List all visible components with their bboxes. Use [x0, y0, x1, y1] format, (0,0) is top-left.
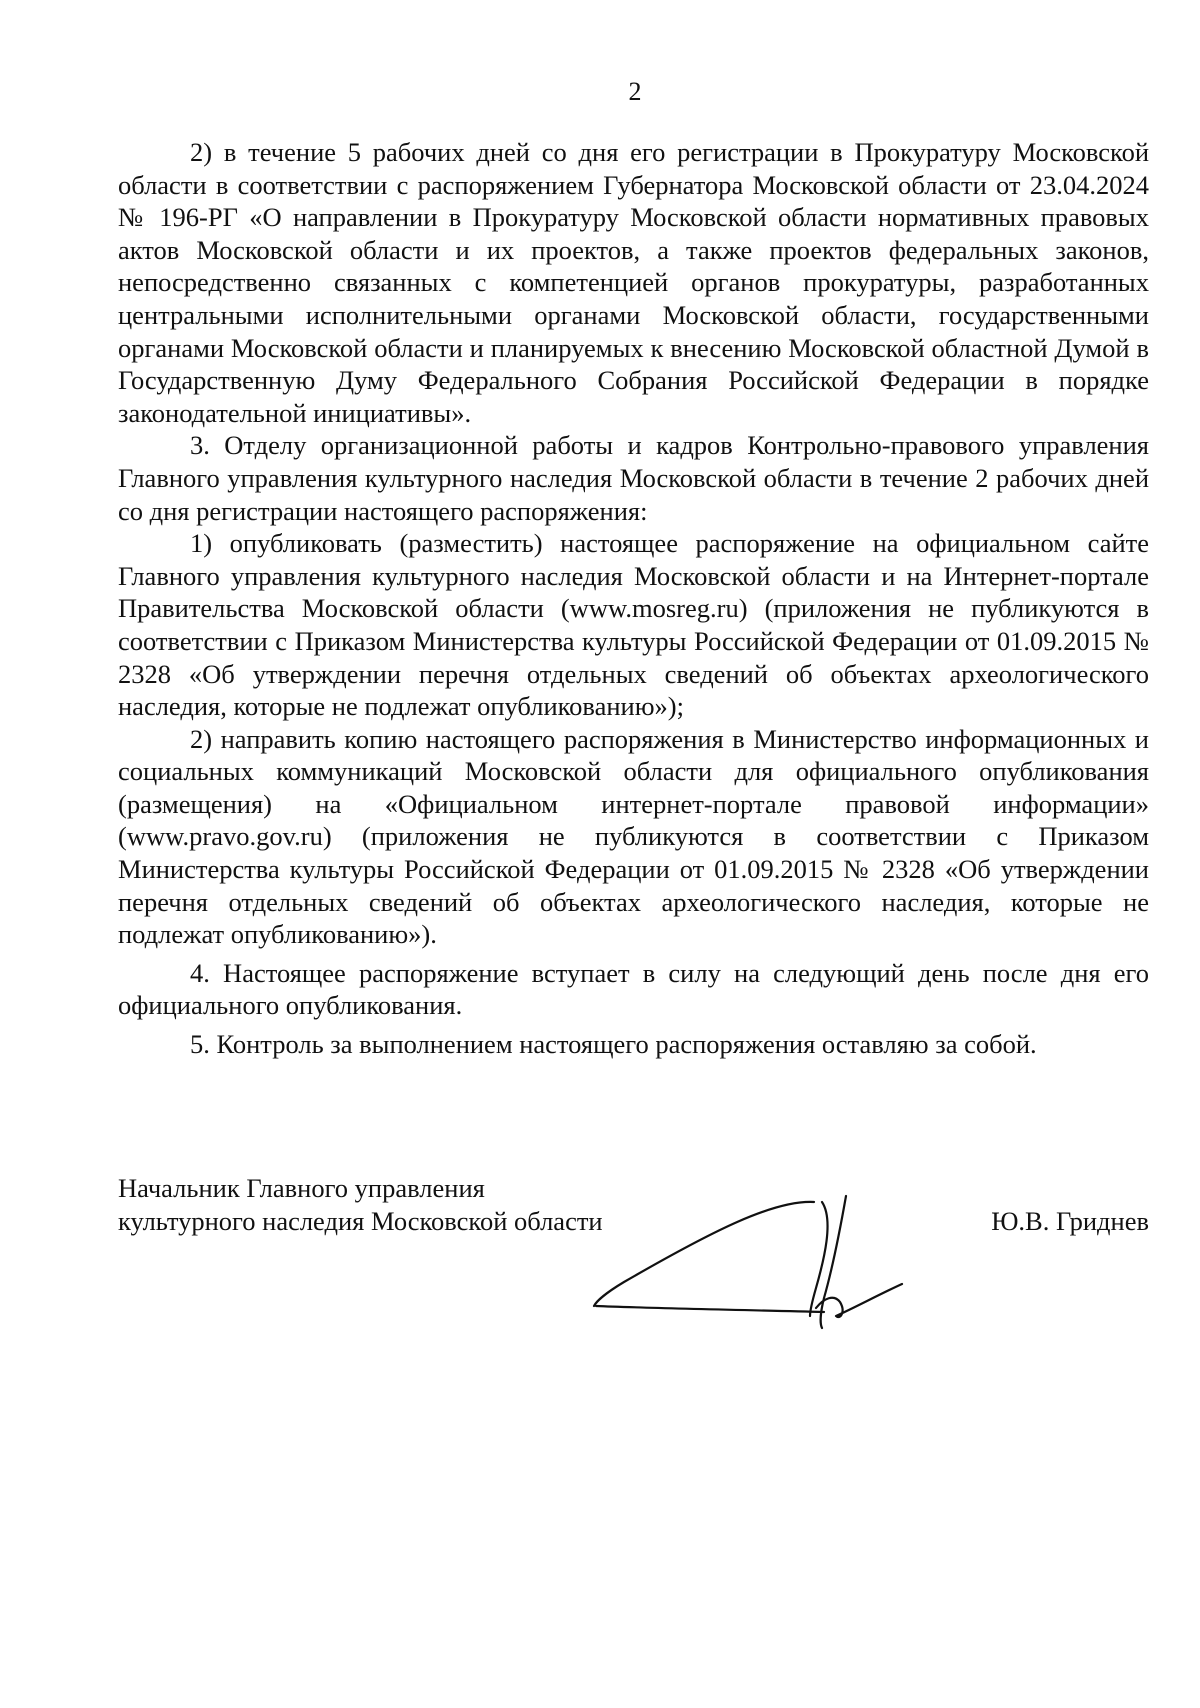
page-number: 2: [628, 77, 642, 106]
signature-block: [118, 1172, 1149, 1312]
signatory-title-line-1: Начальник Главного управления: [118, 1173, 485, 1203]
document-body: [118, 136, 1149, 1061]
paragraph-subpoint-1-publish: 1) опубликовать (разместить) настоящее распоряжение на официальном сайте Главного управления культурного наследия Московской области и на Интернет-портале Правительства Московской области (www.mosreg.ru) (приложения не публикуются в соответствии с Приказом Министерства культуры Российской Федерации от 01.09.2015 № 2328 «Об утверждении перечня отдельных сведений об объектах археологического наследия, которые не подлежат опубликованию»);: [118, 528, 1149, 722]
paragraph-subpoint-2-send: 2) направить копию настоящего распоряжения в Министерство информационных и социальных коммуникаций Московской области для официального опубликования (размещения) на «Официальном интернет-портале правовой информации» (www.pravo.gov.ru) (приложения не публикуются в соответствии с Приказом Министерства культуры Российской Федерации от 01.09.2015 № 2328 «Об утверждении перечня отдельных сведений об объектах археологического наследия, которые не подлежат опубликованию»).: [118, 723, 1149, 950]
handwritten-signature-icon: [584, 1190, 904, 1330]
signatory-title: [118, 1172, 603, 1237]
paragraph-point-3: 3. Отделу организационной работы и кадров Контрольно-правового управления Главного управления культурного наследия Московской области в течение 2 рабочих дней со дня регистрации настоящего распоряжения:: [118, 430, 1149, 526]
paragraph-item-2-prosecutor: 2) в течение 5 рабочих дней со дня его регистрации в Прокуратуру Московской области в соответствии с распоряжением Губернатора Московской области от 23.04.2024 № 196-РГ «О направлении в Прокуратуру Московской области нормативных правовых актов Московской области и их проектов, а также проектов федеральных законов, непосредственно связанных с компетенцией органов прокуратуры, разработанных центральными исполнительными органами Московской области, государственными органами Московской области и планируемых к внесению Московской областной Думой в Государственную Думу Федерального Собрания Российской Федерации в порядке законодательной инициативы».: [118, 137, 1149, 428]
signatory-name: Ю.В. Гриднев: [991, 1205, 1149, 1236]
paragraph-point-5: 5. Контроль за выполнением настоящего распоряжения оставляю за собой.: [190, 1029, 1037, 1060]
signatory-title-line-2: культурного наследия Московской области: [118, 1205, 603, 1236]
paragraph-point-4: 4. Настоящее распоряжение вступает в силу на следующий день после дня его официального опубликования.: [118, 957, 1149, 1021]
